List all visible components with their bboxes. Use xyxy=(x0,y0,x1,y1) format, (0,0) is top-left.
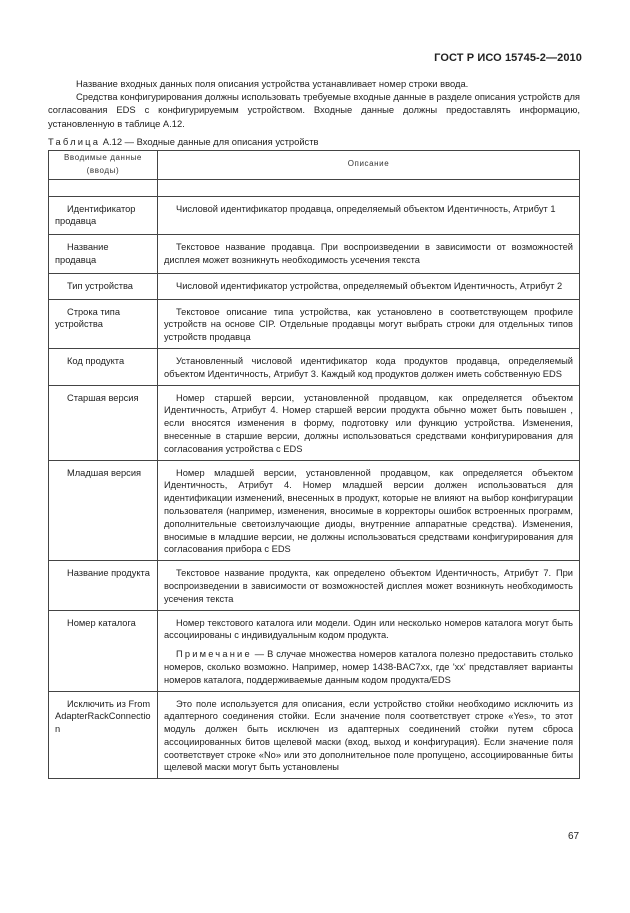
input-name: Строка типа устройства xyxy=(55,306,120,330)
table-cell-description xyxy=(158,385,580,460)
input-name: Код продукта xyxy=(67,355,125,366)
description-text: Это поле используется для описания, если устройство стойки необходимо исключить из адаптерного соединения стойки. Если значение поля соответствует строке «Yes», то этот модуль должен быть исключен из адаптерных соединений стойки путем сброса ассоциированных битов щелевой маски (вход, выход и конфигурация). Если значение поля соответствует строке «No» или это дополнительное поле пропущено, ассоциированные биты щелевой маски могут быть установлены xyxy=(164,698,573,773)
table-header-row xyxy=(49,151,580,180)
description-text: Установленный числовой идентификатор кода продуктов продавца, определяемый объектом Идентичность, Атрибут 3. Каждый код продуктов должен иметь собственную EDS xyxy=(164,355,573,379)
table-cell-description xyxy=(158,196,580,235)
input-name: Номер каталога xyxy=(67,617,136,628)
table-cell-description xyxy=(158,460,580,561)
table-row xyxy=(49,348,580,385)
table-caption-text: А.12 — Входные данные для описания устройств xyxy=(100,136,319,147)
input-name: Идентификатор продавца xyxy=(55,203,136,227)
input-name: Название продавца xyxy=(55,242,109,265)
table-cell-input xyxy=(49,561,158,610)
table-cell-description xyxy=(158,610,580,691)
input-name: Старшая версия xyxy=(67,392,139,403)
input-name: Тип устройства xyxy=(67,280,133,291)
description-text: Номер младшей версии, установленной продавцом, как определяется объектом Идентичность, Атрибут 4. Номер младшей версии должен использоваться для идентификации изменений, внесенных в продукт, которые не влияют на выбор конфигурации пользователя (например, изменения, вносимые в корректоры ошибок встроенных программ, дополнительные светоизлучающие диоды, внутренние аппаратные средства). Изменения, вносимые в младшие версии, не должны использоваться средствами конфигурирования для согласования прибора с EDS xyxy=(164,467,573,555)
table-cell-description xyxy=(158,273,580,299)
table-row xyxy=(49,610,580,691)
table-row xyxy=(49,385,580,460)
note-text xyxy=(164,648,573,686)
description-text: Текстовое название продавца. При воспроизведении в зависимости от возможностей дисплея может возникнуть необходимость усечения текста xyxy=(164,242,573,265)
input-data-table xyxy=(48,150,580,779)
table-caption-prefix: Таблица xyxy=(48,136,101,147)
table-cell-input xyxy=(49,235,158,274)
table-cell-description xyxy=(158,561,580,610)
description-text: Числовой идентификатор продавца, определяемый объектом Идентичность, Атрибут 1 xyxy=(176,203,556,214)
table-row xyxy=(49,460,580,561)
table-cell-input xyxy=(49,460,158,561)
description-text: Номер текстового каталога или модели. Один или несколько номеров каталога могут быть ассоциированы с индивидуальным кодом продукта. xyxy=(164,617,573,641)
description-text: Числовой идентификатор устройства, определяемый объектом Идентичность, Атрибут 2 xyxy=(176,280,563,291)
input-name: Младшая версия xyxy=(67,467,142,478)
table-row xyxy=(49,235,580,274)
description-text: Текстовое название продукта, как определено объектом Идентичность, Атрибут 7. При воспроизведении в зависимости от возможностей дисплея может возникнуть необходимость усечения текста xyxy=(164,568,573,604)
intro-text xyxy=(48,77,580,130)
description-text: Текстовое описание типа устройства, как установлено в соответствующем профиле устройств на основе CIP. Отдельные продавцы могут выбрать строки для отдельных типов устройств продавца xyxy=(164,306,573,343)
description-text: Номер старшей версии, установленной продавцом, как определяется объектом Идентичность, Атрибут 4. Номер старшей версии продукта обычно может быть повышен , если вносятся изменения в форму, подготовку или функцию устройства. Изменения, внесенные в старшие версии, должны использоваться средствами конфигурирования для согласования устройства с EDS xyxy=(164,392,573,454)
table-cell-input xyxy=(49,610,158,691)
input-name: Название продукта xyxy=(67,568,150,579)
table-cell-description xyxy=(158,299,580,348)
table-cell-description xyxy=(158,691,580,779)
table-cell-input xyxy=(49,691,158,779)
table-caption xyxy=(48,136,319,147)
table-spacer-row xyxy=(49,179,580,196)
table-row xyxy=(49,561,580,610)
document-standard-header: ГОСТ Р ИСО 15745-2—2010 xyxy=(434,52,582,64)
table-cell-input xyxy=(49,196,158,235)
table-cell-input xyxy=(49,348,158,385)
table-row xyxy=(49,273,580,299)
column-header-description: Описание xyxy=(158,151,580,180)
table-cell-input xyxy=(49,385,158,460)
intro-paragraph-2: Средства конфигурирования должны использовать требуемые входные данные в разделе описания устройств для согласования EDS с конфигурируемым устройством. Входные данные должны предоставлять информацию, установленную в таблице А.12. xyxy=(48,91,580,129)
note-body: — В случае множества номеров каталога полезно предоставить столько номеров, сколько возможно. Например, номер 1438-BAC7xx, где 'xx' представляет варианты номеров каталога, поддерживаемые данным кодом продукта/EDS xyxy=(164,649,573,685)
table-row xyxy=(49,299,580,348)
column-header-inputs: Вводимые данные (вводы) xyxy=(49,151,158,180)
intro-paragraph-1: Название входных данных поля описания устройства устанавливает номер строки ввода. xyxy=(76,78,469,89)
input-name: Исключить из FromAdapterRackConnection xyxy=(55,698,151,735)
table-cell-description xyxy=(158,235,580,274)
note-label: Примечание xyxy=(176,649,252,660)
page-number: 67 xyxy=(568,831,580,842)
table-row xyxy=(49,196,580,235)
table-row xyxy=(49,691,580,779)
table-cell-input xyxy=(49,299,158,348)
table-cell-input xyxy=(49,273,158,299)
table-cell-description xyxy=(158,348,580,385)
